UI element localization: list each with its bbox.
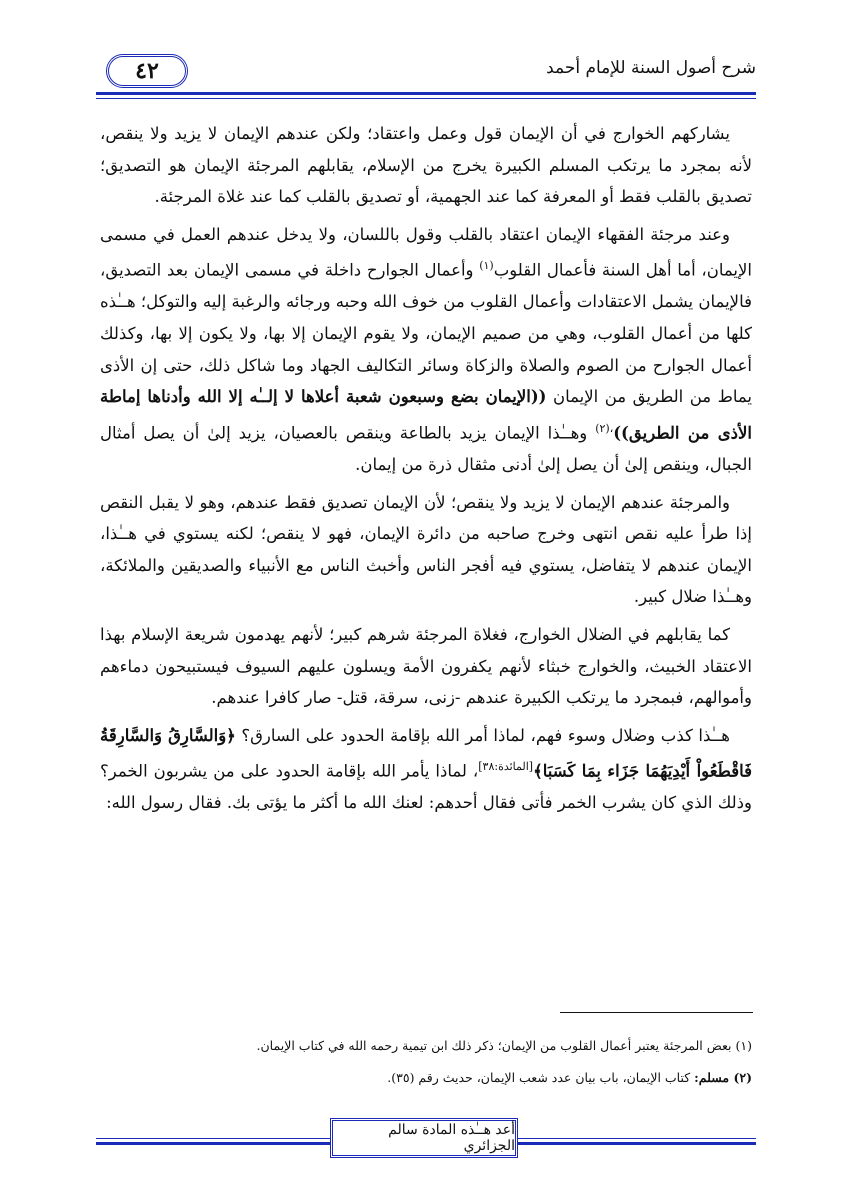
paragraph-5-part-b: ، لماذا يأمر الله بإقامة الحدود على من يشربون الخمر؟ وذلك الذي كان يشرب الخمر فأتى فقال أحدهم: لعنك الله ما أكثر ما يؤتى بك. فقال رسول الله:	[100, 761, 752, 813]
footnote-2	[100, 1062, 752, 1094]
footer-credit-box	[330, 1118, 518, 1158]
paragraph-2-part-a: وعند مرجئة الفقهاء الإيمان اعتقاد بالقلب وقول باللسان، ولا يدخل عندهم العمل في مسمى الإيمان، أما أهل السنة فأعمال القلوب	[100, 224, 752, 280]
quran-verse: ﴿وَالسَّارِقُ وَالسَّارِقَةُ فَاقْطَعُواْ أَيْدِيَهُمَا جَزَاء بِمَا كَسَبَا﴾	[100, 725, 752, 781]
hadith-quote: ((الإيمان بضع وسبعون شعبة أعلاها لا إلــٰه إلا الله وأدناها إماطة الأذى من الطريق))	[100, 387, 752, 443]
paragraph-2-part-b: وأعمال الجوارح داخلة في مسمى الإيمان بعد التصديق، فالإيمان يشمل الاعتقادات وأعمال القلوب من خوف الله وحبه ورجائه والرغبة إليه والتوكل؛ هــٰذه كلها من أعمال القلوب، وهي من صميم الإيمان، ولا يقوم الإيمان إلا بها، ولا يكون إلا بها، وكذلك أعمال الجوارح من الصوم والصلاة والزكاة وسائر التكاليف الجهاد وما شاكل ذلك، حتى إن الأذى يماط من الطريق من الإيمان	[100, 260, 752, 407]
book-title: شرح أصول السنة للإمام أحمد	[546, 58, 756, 78]
paragraph-1: يشاركهم الخوارج في أن الإيمان قول وعمل واعتقاد؛ ولكن عندهم الإيمان لا يزيد ولا ينقص، لأنه بمجرد ما يرتكب المسلم الكبيرة يخرج من الإسلام، يقابلهم المرجئة الإيمان هو التصديق؛ تصديق بالقلب فقط أو المعرفة كما عند الجهمية، أو تصديق بالقلب كما عند غلاة المرجئة.	[100, 124, 752, 207]
header-rule	[96, 92, 756, 102]
paragraph-2-part-c: وهــٰذا الإيمان يزيد بالطاعة وينقص بالعصيان، يزيد إلىٰ أن يصل أمثال الجبال، وينقص إلىٰ أن يصل إلىٰ أدنى مثقال ذرة من إيمان.	[100, 423, 752, 474]
paragraph-5-part-a: هــٰذا كذب وضلال وسوء فهم، لماذا أمر الله بإقامة الحدود على السارق؟	[235, 725, 730, 745]
footnote-1: (١) بعض المرجئة يعتبر أعمال القلوب من الإيمان؛ ذكر ذلك ابن تيمية رحمه الله في كتاب الإيمان.	[256, 1038, 752, 1053]
footnote-ref-1[interactable]: (١)	[479, 259, 494, 273]
footer-credit: أعد هــٰذه المادة سالم الجزائري	[388, 1122, 515, 1154]
paragraph-4: كما يقابلهم في الضلال الخوارج، فغلاة المرجئة شرهم كبير؛ لأنهم يهدمون شريعة الإسلام بهذا الاعتقاد الخبيث، والخوارج خبثاء لأنهم يكفرون الأمة ويسلون عليهم السيوف فيستبيحون دماءهم وأموالهم، فبمجرد ما يرتكب الكبيرة عندهم -زنى، سرقة، قتل- صار كافرا عندهم.	[100, 624, 752, 708]
header-rule-thick	[96, 92, 756, 95]
footnotes	[100, 1030, 752, 1094]
footnote-ref-2[interactable]: ،(٢)	[595, 421, 614, 435]
verse-citation: [المائدة:٣٨]	[478, 760, 534, 774]
main-text	[100, 118, 752, 825]
footnote-2-label: (٢) مسلم:	[694, 1070, 752, 1085]
header-rule-thin	[96, 98, 756, 99]
page-number: ٤٢	[135, 58, 159, 84]
paragraph-5	[100, 720, 752, 819]
page-number-badge	[106, 54, 188, 88]
footnote-divider	[560, 1012, 753, 1013]
footnote-2-text: كتاب الإيمان، باب بيان عدد شعب الإيمان، حديث رقم (٣٥).	[387, 1070, 695, 1085]
paragraph-3: والمرجئة عندهم الإيمان لا يزيد ولا ينقص؛ لأن الإيمان تصديق فقط عندهم، وهو لا يقبل النقص إذا طرأ عليه نقص انتهى وخرج صاحبه من دائرة الإيمان، فهو لا ينقص؛ لكنه يستوي في هــٰذا، الإيمان عندهم لا يتفاضل، يستوي فيه أفجر الناس وأخبث الناس مع الأنبياء والصديقين والملائكة، وهــٰذا ضلال كبير.	[100, 492, 752, 607]
paragraph-2	[100, 219, 752, 481]
